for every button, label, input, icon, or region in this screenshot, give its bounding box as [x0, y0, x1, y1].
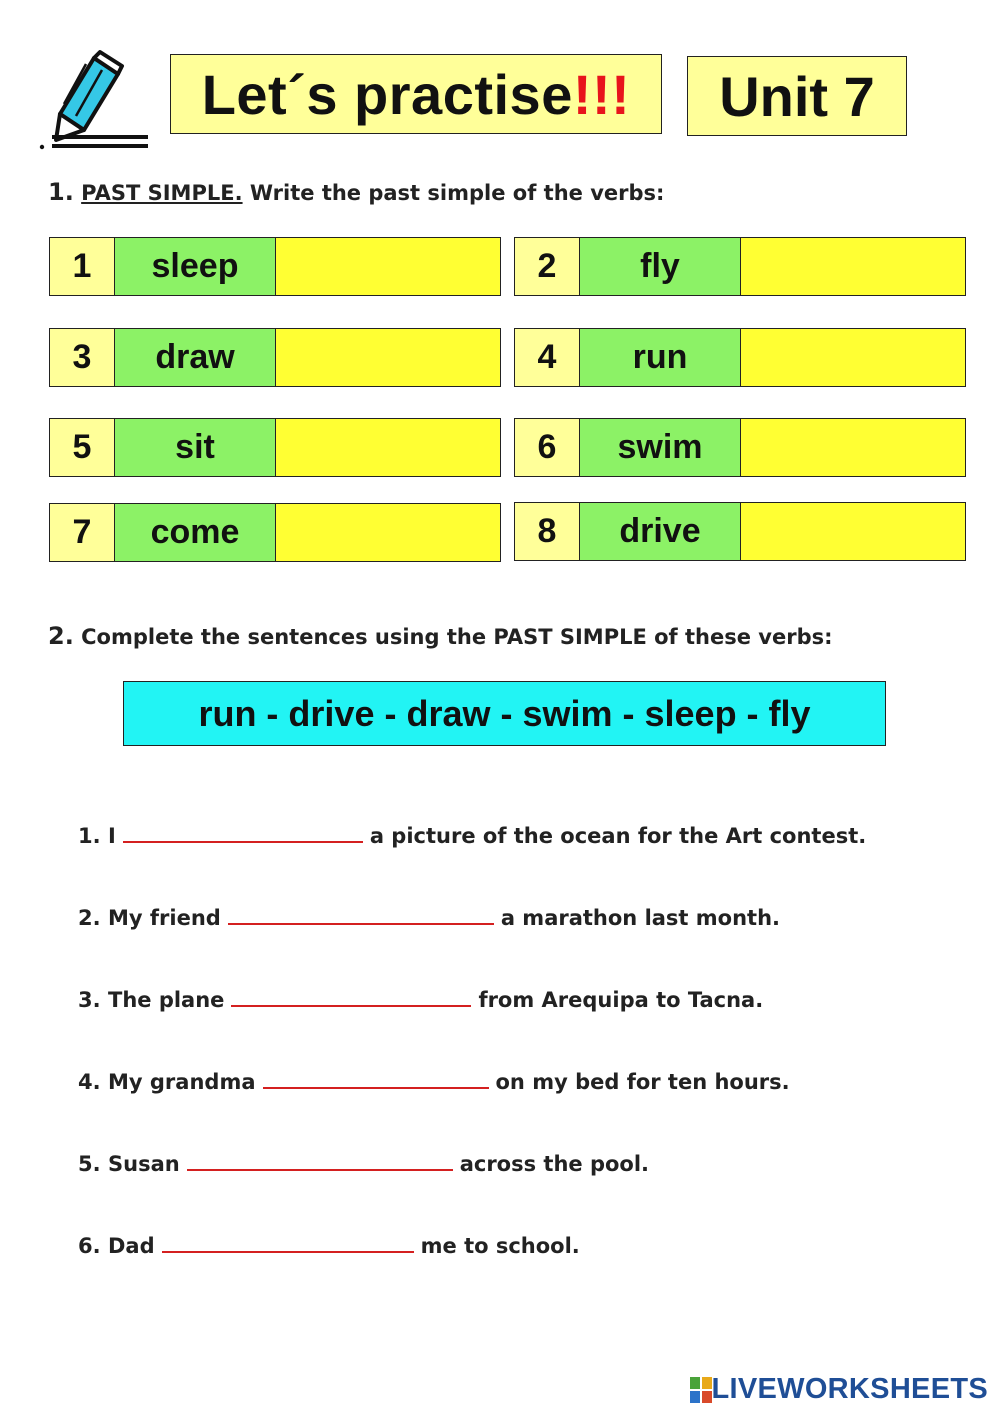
sentence-6 — [78, 1233, 580, 1258]
verb-row-1 — [49, 237, 501, 296]
sentence-end: a marathon last month. — [500, 906, 781, 930]
verb-word: run — [580, 329, 741, 386]
answer-blank[interactable] — [162, 1233, 414, 1253]
verb-number: 3 — [50, 329, 115, 386]
logo-text: LIVEWORKSHEETS — [711, 1373, 988, 1405]
answer-blank[interactable] — [123, 823, 363, 843]
sentence-5 — [78, 1151, 649, 1176]
sentence-number: 4. — [78, 1070, 101, 1094]
section1-title: PAST SIMPLE. — [81, 181, 243, 205]
verb-row-3 — [49, 328, 501, 387]
sentence-start: The plane — [108, 988, 225, 1012]
sentence-end: on my bed for ten hours. — [495, 1070, 790, 1094]
title-exclamation: !!! — [572, 62, 631, 126]
answer-blank[interactable] — [228, 905, 494, 925]
sentence-start: I — [108, 824, 116, 848]
verb-number: 7 — [50, 504, 115, 561]
sentence-start: My friend — [108, 906, 221, 930]
verb-number: 4 — [515, 329, 580, 386]
pencil-icon — [38, 48, 153, 158]
sentence-number: 3. — [78, 988, 101, 1012]
verb-word: come — [115, 504, 276, 561]
sentence-end: a picture of the ocean for the Art contest. — [369, 824, 867, 848]
answer-field[interactable] — [741, 329, 965, 386]
sentence-number: 2. — [78, 906, 101, 930]
answer-blank[interactable] — [263, 1069, 489, 1089]
word-bank: run - drive - draw - swim - sleep - fly — [123, 681, 886, 746]
verb-word: sit — [115, 419, 276, 476]
verb-word: drive — [580, 503, 741, 560]
verb-row-4 — [514, 328, 966, 387]
section2-heading — [48, 622, 833, 650]
answer-field[interactable] — [741, 238, 965, 295]
answer-field[interactable] — [276, 504, 500, 561]
answer-field[interactable] — [276, 419, 500, 476]
sentence-1 — [78, 823, 866, 848]
verb-number: 8 — [515, 503, 580, 560]
sentence-end: across the pool. — [459, 1152, 650, 1176]
sentence-start: My grandma — [108, 1070, 256, 1094]
section2-number: 2. — [48, 622, 74, 650]
sentence-3 — [78, 987, 763, 1012]
answer-field[interactable] — [741, 503, 965, 560]
answer-field[interactable] — [741, 419, 965, 476]
verb-number: 5 — [50, 419, 115, 476]
sentence-number: 6. — [78, 1234, 101, 1258]
verb-word: sleep — [115, 238, 276, 295]
sentence-number: 1. — [78, 824, 101, 848]
logo-blocks-icon — [690, 1377, 712, 1403]
sentence-2 — [78, 905, 780, 930]
sentence-4 — [78, 1069, 790, 1094]
verb-row-5 — [49, 418, 501, 477]
verb-row-8 — [514, 502, 966, 561]
verb-number: 1 — [50, 238, 115, 295]
section2-instruction: Complete the sentences using the PAST SIMPLE of these verbs: — [81, 625, 833, 649]
verb-word: fly — [580, 238, 741, 295]
verb-row-7 — [49, 503, 501, 562]
answer-field[interactable] — [276, 329, 500, 386]
verb-number: 6 — [515, 419, 580, 476]
sentence-start: Dad — [108, 1234, 155, 1258]
sentence-start: Susan — [108, 1152, 180, 1176]
answer-blank[interactable] — [187, 1151, 453, 1171]
title-banner — [170, 54, 662, 134]
verb-word: draw — [115, 329, 276, 386]
sentence-number: 5. — [78, 1152, 101, 1176]
section1-instruction: Write the past simple of the verbs: — [249, 181, 665, 205]
answer-field[interactable] — [276, 238, 500, 295]
verb-row-2 — [514, 237, 966, 296]
section1-number: 1. — [48, 178, 74, 206]
verb-row-6 — [514, 418, 966, 477]
section1-heading — [48, 178, 664, 206]
answer-blank[interactable] — [231, 987, 471, 1007]
sentence-end: me to school. — [420, 1234, 580, 1258]
verb-word: swim — [580, 419, 741, 476]
unit-label: Unit 7 — [687, 56, 907, 136]
verb-number: 2 — [515, 238, 580, 295]
liveworksheets-logo — [690, 1373, 989, 1406]
title-text: Let´s practise — [201, 62, 573, 126]
sentence-end: from Arequipa to Tacna. — [478, 988, 764, 1012]
